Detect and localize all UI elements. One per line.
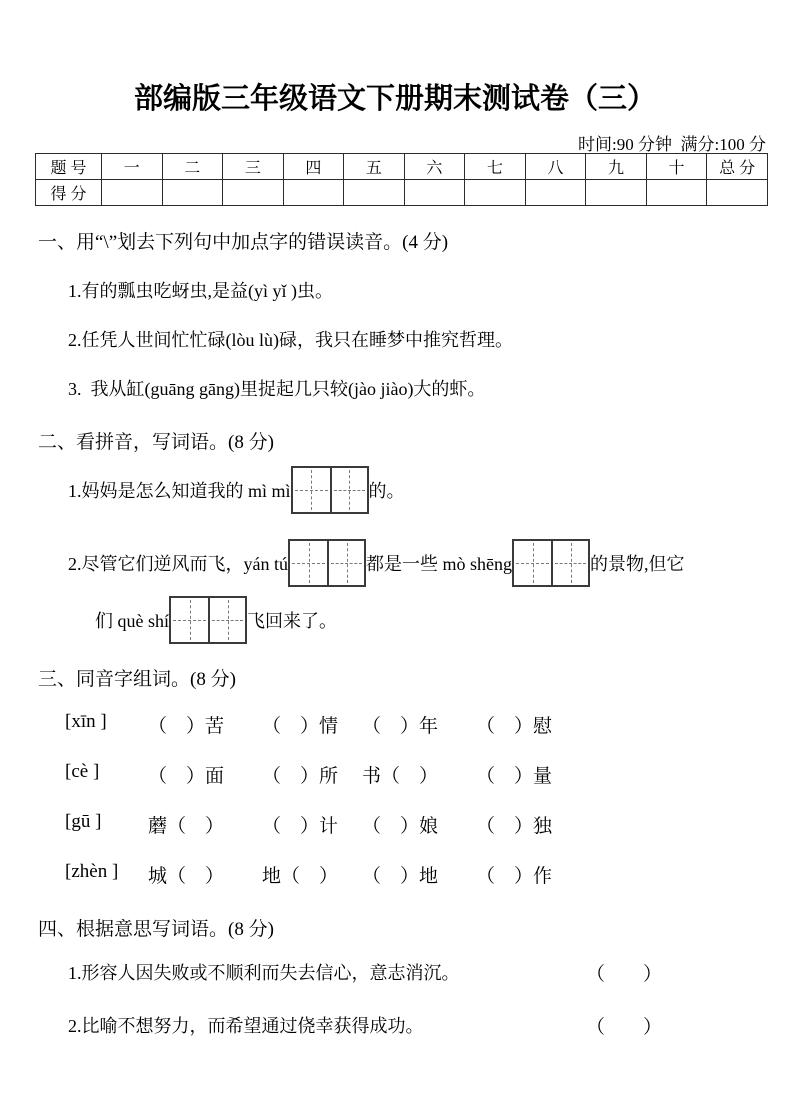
word-blank: 书（ ） — [362, 766, 439, 787]
score-summary-table — [35, 153, 768, 206]
writing-cell — [330, 468, 367, 512]
score-table-header-cell: 九 — [586, 154, 647, 180]
score-table-header-cell: 三 — [223, 154, 284, 180]
word-blank: （ ）苦 — [148, 716, 225, 737]
score-table-score-row — [36, 180, 768, 206]
homophone-row-ce — [0, 761, 790, 791]
score-cell-empty — [525, 180, 586, 206]
word-blank: 城（ ） — [148, 866, 225, 887]
writing-cell — [171, 598, 208, 642]
answer-blank: （ ） — [586, 964, 663, 985]
question-item-4-1 — [0, 959, 790, 989]
word-blank: （ ）计 — [262, 816, 339, 837]
score-cell-empty — [102, 180, 163, 206]
score-table-header-cell: 五 — [344, 154, 405, 180]
score-cell-empty — [223, 180, 284, 206]
score-table-header-cell: 总 分 — [707, 154, 768, 180]
word-blank: （ ）量 — [476, 766, 553, 787]
pinyin-label: [zhèn ] — [65, 861, 119, 882]
word-blank: （ ）作 — [476, 866, 553, 887]
question-item-2-2-continued — [95, 596, 337, 644]
pinyin-label: [cè ] — [65, 761, 100, 782]
score-cell-empty — [465, 180, 526, 206]
section-3-heading: 三、同音字组词。(8 分) — [38, 669, 236, 690]
section-2-heading: 二、看拼音，写词语。(8 分) — [38, 432, 274, 453]
writing-cell — [514, 541, 551, 585]
question-text: 的景物,但它 — [590, 554, 685, 574]
score-table-header-cell: 题 号 — [36, 154, 102, 180]
writing-cell — [293, 468, 330, 512]
question-item-1-1: 1.有的瓢虫吃蚜虫,是益(yì yǐ )虫。 — [68, 281, 333, 301]
word-blank: （ ）年 — [362, 716, 439, 737]
homophone-row-gu — [0, 811, 790, 841]
writing-cell — [208, 598, 245, 642]
pinyin-label: [xīn ] — [65, 711, 107, 732]
writing-cell — [551, 541, 588, 585]
score-table-header-cell: 一 — [102, 154, 163, 180]
score-table-header-cell: 二 — [162, 154, 223, 180]
question-text: 1.妈妈是怎么知道我的 mì mì — [68, 481, 291, 501]
score-table-header-cell: 十 — [646, 154, 707, 180]
word-blank: （ ）地 — [362, 866, 439, 887]
score-table-header-cell: 八 — [525, 154, 586, 180]
score-table-header-row — [36, 154, 768, 180]
word-blank: （ ）所 — [262, 766, 339, 787]
score-cell-empty — [586, 180, 647, 206]
score-cell-empty — [646, 180, 707, 206]
section-1-heading: 一、用“\”划去下列句中加点字的错误读音。(4 分) — [38, 232, 449, 253]
paper-title: 部编版三年级语文下册期末测试卷（三） — [133, 83, 656, 115]
question-text: 的。 — [368, 481, 405, 501]
score-cell-empty — [404, 180, 465, 206]
time-score-info: 时间:90 分钟 满分:100 分 — [578, 135, 766, 154]
answer-blank: （ ） — [586, 1017, 663, 1038]
word-blank: 蘑（ ） — [148, 816, 225, 837]
homophone-row-xin — [0, 711, 790, 741]
question-text: 2.尽管它们逆风而飞，yán tú — [68, 554, 288, 574]
definition-text: 2.比喻不想努力，而希望通过侥幸获得成功。 — [68, 1016, 424, 1036]
word-blank: （ ）独 — [476, 816, 553, 837]
pinyin-writing-box — [169, 596, 247, 644]
word-blank: （ ）情 — [262, 716, 339, 737]
question-item-2-1 — [68, 466, 405, 514]
question-item-2-2 — [68, 539, 685, 587]
score-row-label: 得 分 — [36, 180, 102, 206]
question-item-1-3: 3. 我从缸(guāng gāng)里捉起几只较(jào jiào)大的虾。 — [68, 379, 486, 399]
homophone-row-zhen — [0, 861, 790, 891]
definition-text: 1.形容人因失败或不顺利而失去信心，意志消沉。 — [68, 963, 460, 983]
score-table-header-cell: 六 — [404, 154, 465, 180]
word-blank: 地（ ） — [262, 866, 339, 887]
score-cell-empty — [344, 180, 405, 206]
question-text: 都是一些 mò shēng — [366, 554, 512, 574]
pinyin-label: [gū ] — [65, 811, 102, 832]
score-cell-empty — [162, 180, 223, 206]
word-blank: （ ）慰 — [476, 716, 553, 737]
question-text: 们 què shí — [95, 611, 169, 631]
pinyin-writing-box — [288, 539, 366, 587]
score-cell-empty — [283, 180, 344, 206]
pinyin-writing-box — [512, 539, 590, 587]
question-item-1-2: 2.任凭人世间忙忙碌(lòu lù)碌，我只在睡梦中推究哲理。 — [68, 330, 513, 350]
question-item-4-2 — [0, 1012, 790, 1042]
score-table-header-cell: 七 — [465, 154, 526, 180]
score-cell-empty — [707, 180, 768, 206]
word-blank: （ ）娘 — [362, 816, 439, 837]
writing-cell — [290, 541, 327, 585]
question-text: 飞回来了。 — [247, 611, 337, 631]
word-blank: （ ）面 — [148, 766, 225, 787]
score-table-header-cell: 四 — [283, 154, 344, 180]
pinyin-writing-box — [291, 466, 369, 514]
writing-cell — [327, 541, 364, 585]
section-4-heading: 四、根据意思写词语。(8 分) — [38, 919, 274, 940]
